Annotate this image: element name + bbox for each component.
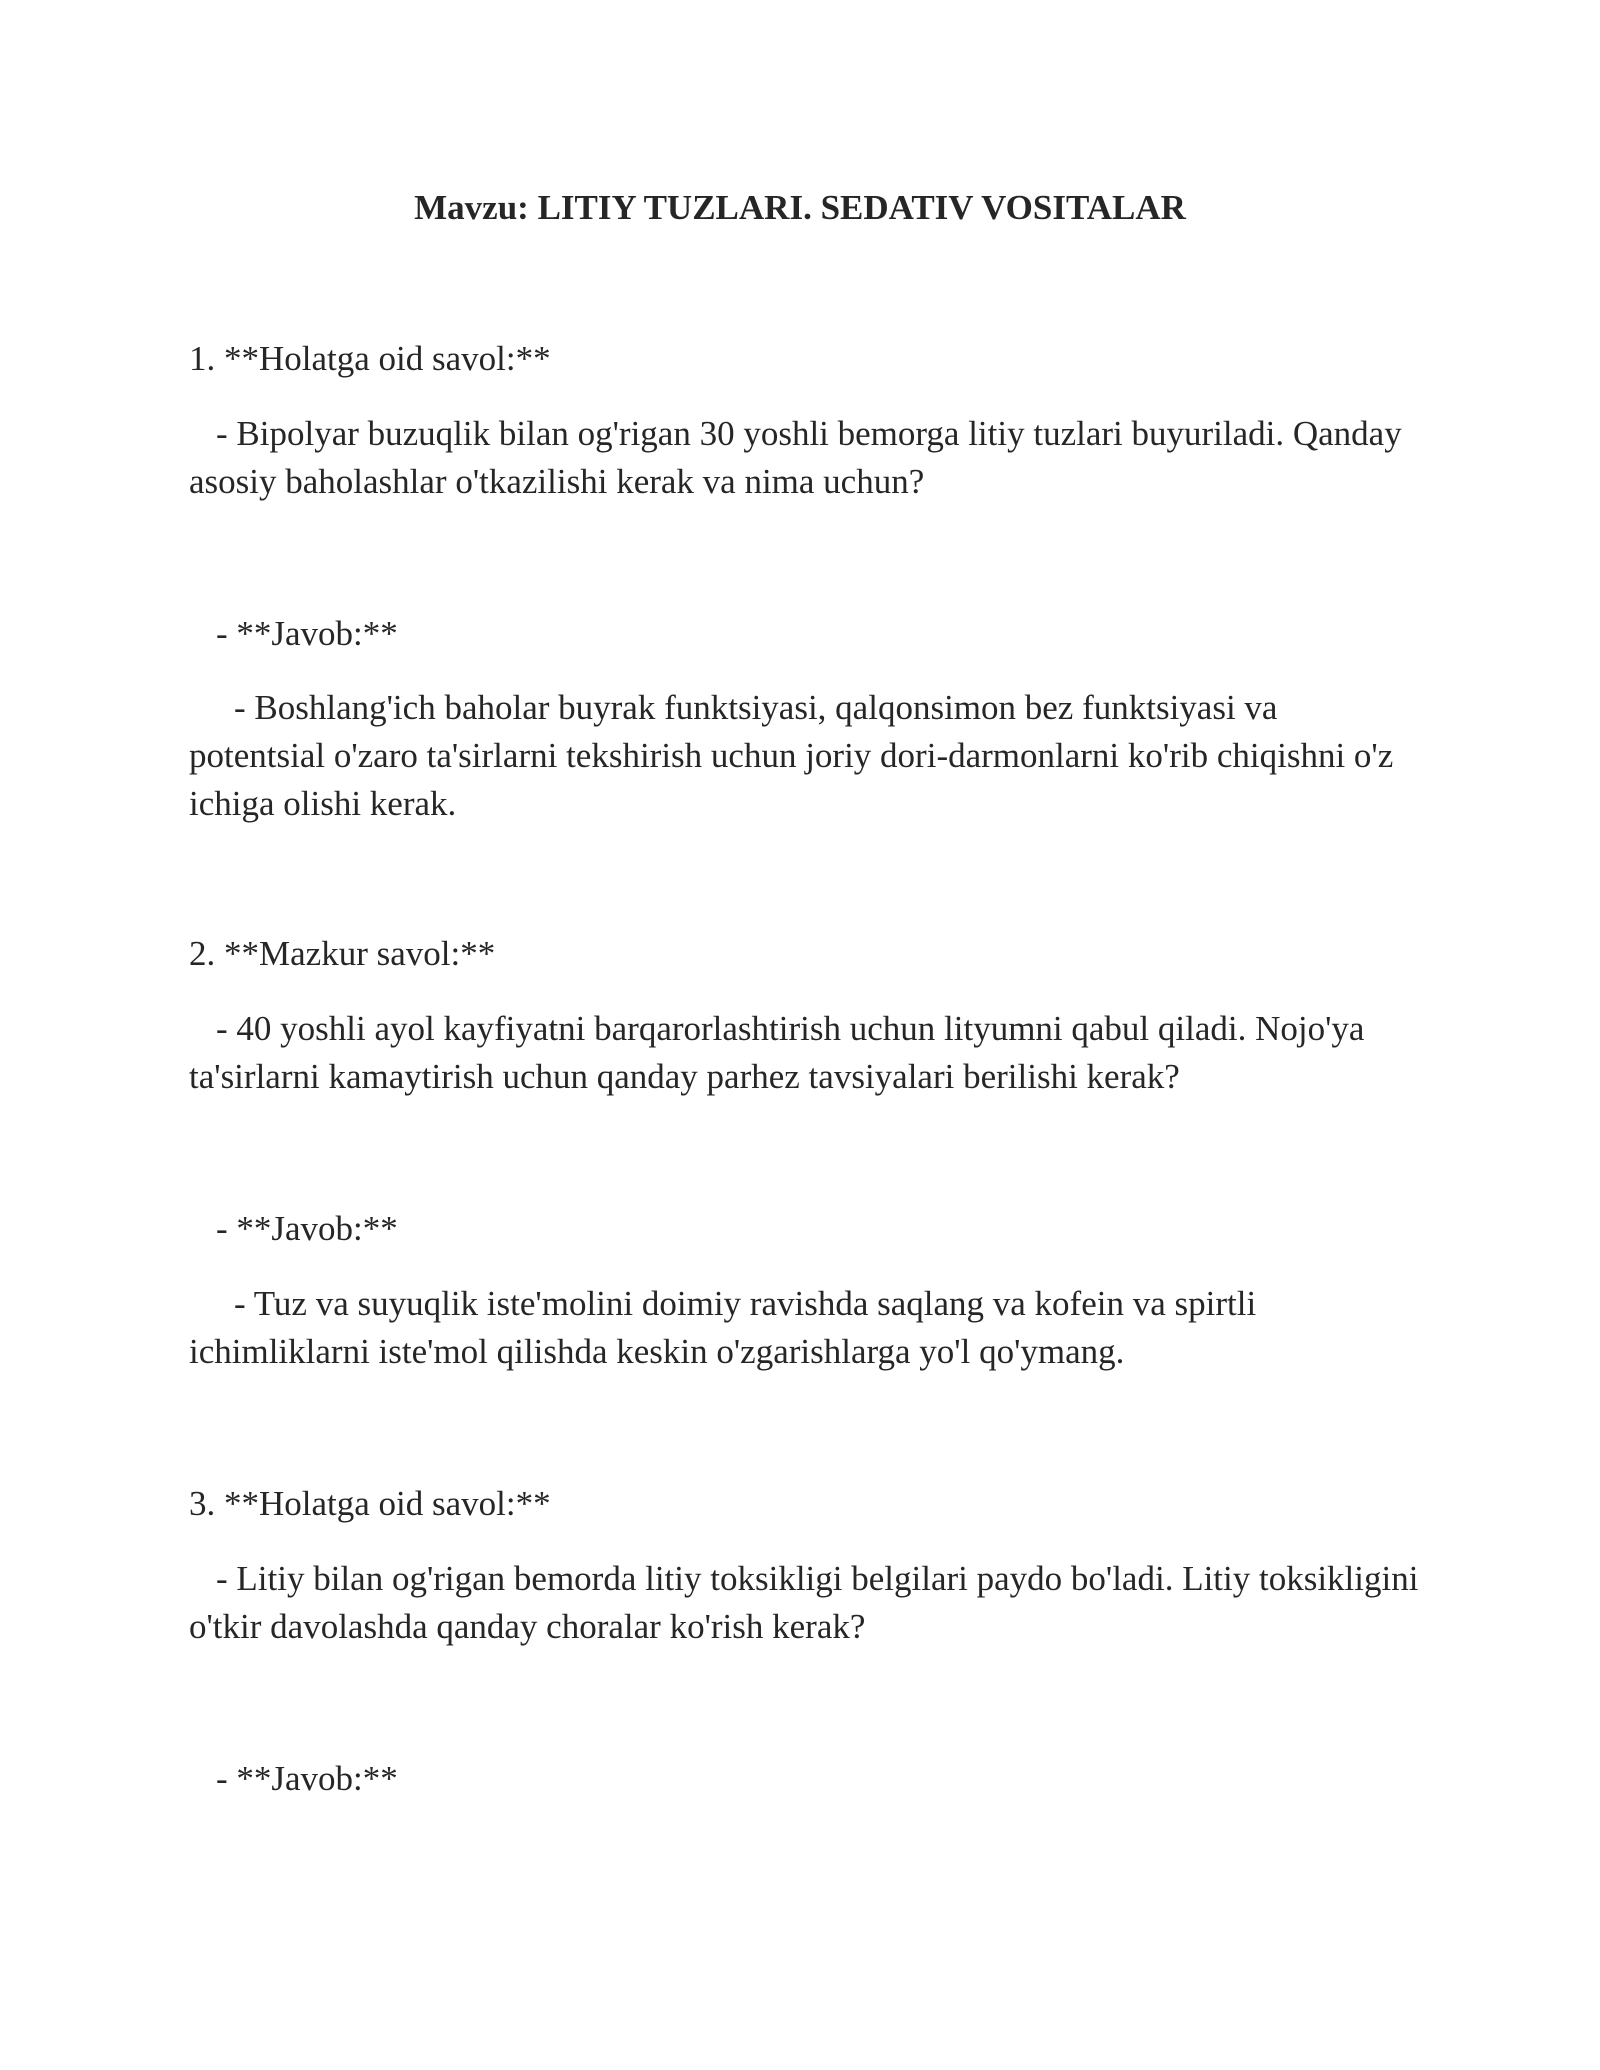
answer-1-text: - Boshlang'ich baholar buyrak funktsiyasi, qalqonsimon bez funktsiyasi va potentsial o'zaro ta'sirlarni tekshirish uchun joriy dori-darmonlarni ko'rib chiqishni o'z ichiga olishi kerak.	[189, 688, 1394, 823]
answer-2-text: - Tuz va suyuqlik iste'molini doimiy ravishda saqlang va kofein va spirtli ichimliklarni iste'mol qilishda keskin o'zgarishlarga yo'l qo'ymang.	[189, 1284, 1257, 1371]
question-2-heading: 2. **Mazkur savol:**	[189, 934, 496, 973]
question-1-heading: 1. **Holatga oid savol:**	[189, 339, 551, 378]
question-1-text: - Bipolyar buzuqlik bilan og'rigan 30 yoshli bemorga litiy tuzlari buyuriladi. Qanday asosiy baholashlar o'tkazilishi kerak va nima uchun?	[189, 414, 1402, 501]
question-3-text: - Litiy bilan og'rigan bemorda litiy toksikligi belgilari paydo bo'ladi. Litiy toksikligini o'tkir davolashda qanday choralar ko'rish kerak?	[189, 1559, 1419, 1646]
question-2-text: - 40 yoshli ayol kayfiyatni barqarorlashtirish uchun lityumni qabul qiladi. Nojo'ya ta'sirlarni kamaytirish uchun qanday parhez tavsiyalari berilishi kerak?	[189, 1009, 1365, 1096]
answer-1-label: - **Javob:**	[216, 614, 398, 653]
question-3-heading: 3. **Holatga oid savol:**	[189, 1484, 551, 1523]
answer-3-label: - **Javob:**	[216, 1759, 398, 1798]
page-title: Mavzu: LITIY TUZLARI. SEDATIV VOSITALAR	[414, 188, 1186, 227]
answer-2-label: - **Javob:**	[216, 1209, 398, 1248]
